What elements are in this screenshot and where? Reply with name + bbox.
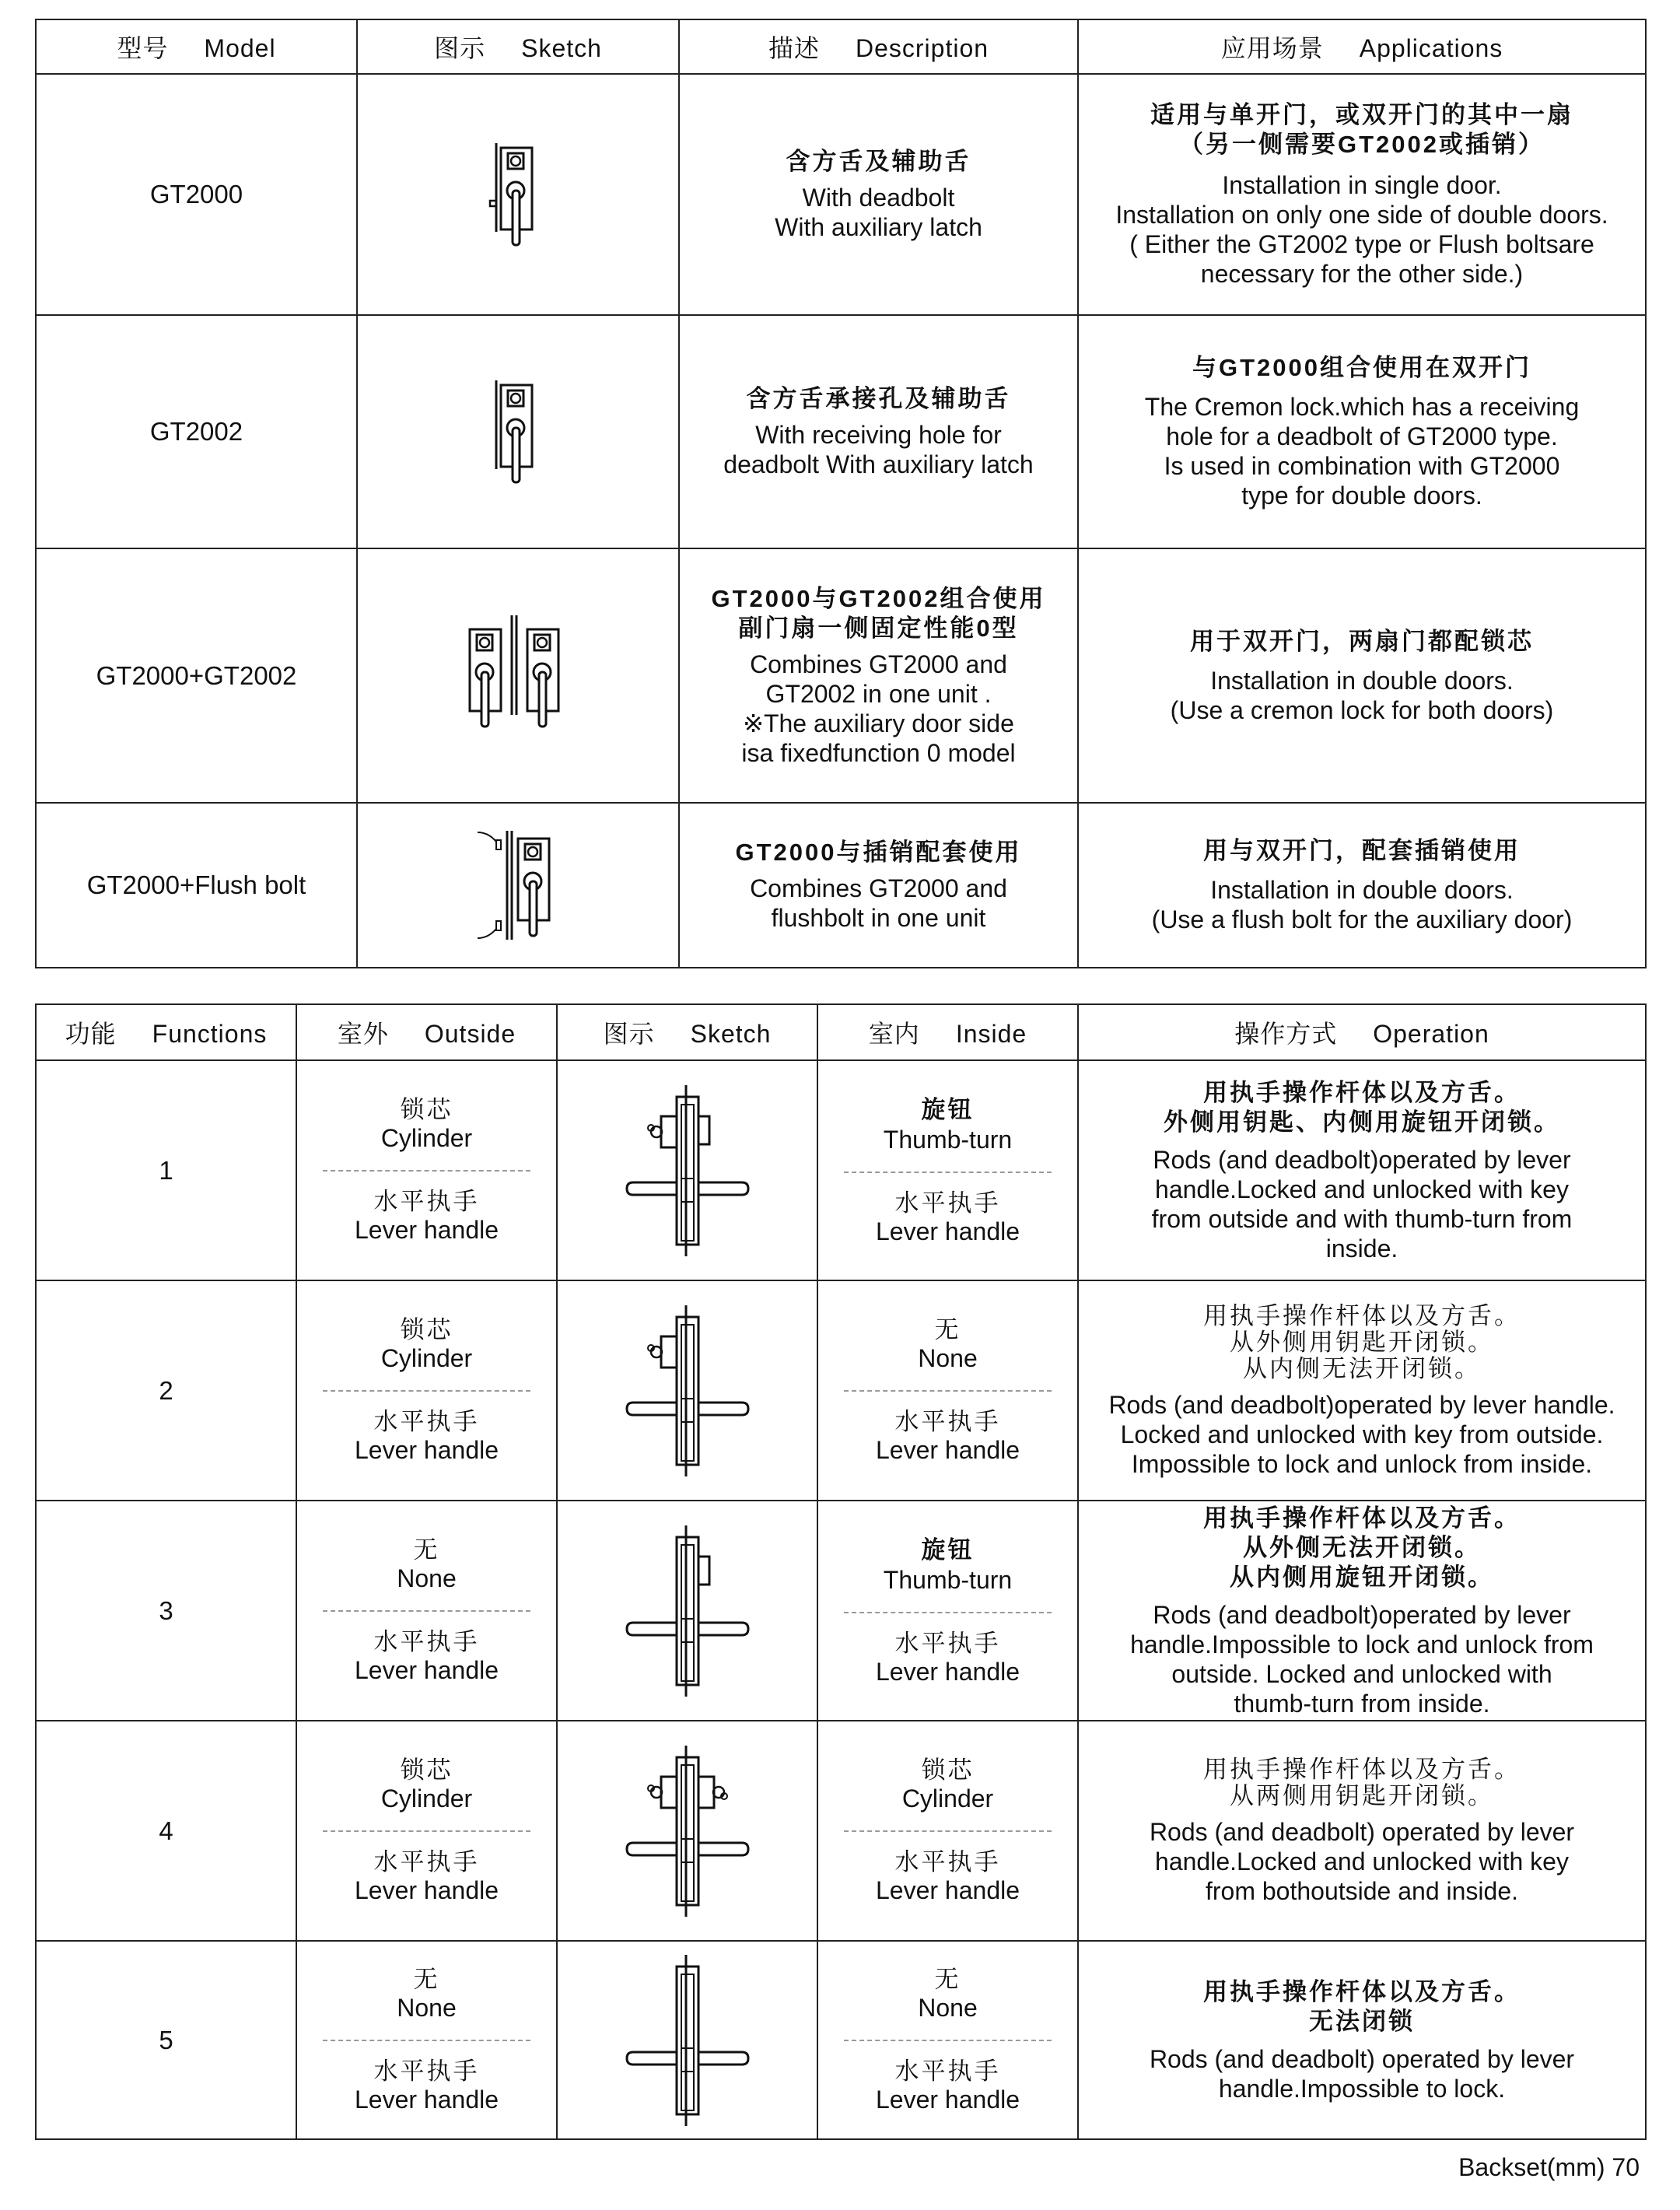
inside-cell (817, 1280, 1078, 1501)
operation-cn-line: 用执手操作杆体以及方舌。 (1203, 1977, 1521, 2005)
operation-en-line: thumb-turn from inside. (1234, 1689, 1490, 1718)
inside-cell (817, 1501, 1078, 1721)
operation-en-line: handle.Impossible to lock. (1218, 2074, 1506, 2103)
operation-en-line: Locked and unlocked with key from outside. (1120, 1420, 1604, 1448)
app-en-line: type for double doors. (1241, 482, 1482, 510)
outside-bottom-cn: 水平执手 (373, 1407, 480, 1435)
header-model: 型号 Model (36, 19, 357, 74)
outside-bottom-en: Lever handle (354, 1435, 499, 1464)
inside-bottom-en: Lever handle (875, 2085, 1020, 2114)
inside-top-cn: 无 (934, 1965, 961, 1993)
gt2000-gt2002-sketch-icon (464, 614, 572, 738)
outside-cell (296, 1941, 557, 2139)
divider (323, 2040, 530, 2041)
sketch-cell (557, 1941, 817, 2139)
operation-en-line: handle.Locked and unlocked with key (1155, 1175, 1569, 1203)
divider (844, 2040, 1051, 2041)
operation-cn-line: 从内侧用旋钮开闭锁。 (1230, 1563, 1494, 1591)
function-row (36, 1501, 1646, 1721)
lock-function-sketch-icon (625, 1081, 750, 1260)
outside-top-en: Cylinder (380, 1123, 473, 1152)
application-cell (1078, 74, 1646, 315)
outside-bottom-cn: 水平执手 (373, 2057, 480, 2085)
inside-cell (817, 1060, 1078, 1280)
model-row (36, 803, 1646, 968)
operation-en-line: Rods (and deadbolt)operated by lever (1153, 1600, 1571, 1629)
outside-bottom-en: Lever handle (354, 1876, 499, 1904)
desc-en-line: GT2002 in one unit . (765, 679, 992, 708)
outside-bottom-cn: 水平执手 (373, 1627, 480, 1655)
model-name: GT2000 (36, 74, 357, 315)
application-cell (1078, 315, 1646, 548)
function-row (36, 1941, 1646, 2139)
inside-cell (817, 1941, 1078, 2139)
divider (323, 1610, 530, 1612)
description-cell (679, 803, 1078, 968)
operation-cell (1078, 1280, 1646, 1501)
description-cell (679, 548, 1078, 803)
operation-cell (1078, 1060, 1646, 1280)
desc-cn: 含方舌及辅助舌 (786, 148, 971, 175)
function-row (36, 1280, 1646, 1501)
app-cn-line: 用与双开门，配套插销使用 (1203, 837, 1521, 864)
desc-en-line: deadbolt With auxiliary latch (723, 450, 1034, 478)
app-en-line: Installation in single door. (1222, 171, 1502, 199)
function-number: 5 (36, 1941, 296, 2139)
inside-cell (817, 1721, 1078, 1941)
sketch-cell (357, 74, 679, 315)
function-row (36, 1060, 1646, 1280)
operation-cell (1078, 1501, 1646, 1721)
operation-cn-line: 从外侧无法开闭锁。 (1243, 1533, 1481, 1561)
operation-cn-line: 用执手操作杆体以及方舌。 (1203, 1078, 1521, 1106)
outside-top-en: Cylinder (380, 1343, 473, 1372)
desc-cn-line: GT2000与GT2002组合使用 (711, 584, 1046, 612)
lock-function-sketch-icon (625, 1742, 750, 1921)
app-cn-line: 与GT2000组合使用在双开门 (1192, 354, 1531, 381)
inside-bottom-cn: 水平执手 (894, 1407, 1001, 1435)
app-en-line: hole for a deadbolt of GT2000 type. (1166, 422, 1558, 450)
sketch-cell (557, 1721, 817, 1941)
divider (844, 1612, 1051, 1613)
operation-cell (1078, 1941, 1646, 2139)
operation-en-line: Impossible to lock and unlock from inside. (1131, 1449, 1593, 1478)
outside-bottom-en: Lever handle (354, 1215, 499, 1244)
divider (844, 1390, 1051, 1392)
model-row (36, 74, 1646, 315)
model-name: GT2000+Flush bolt (36, 803, 357, 968)
operation-en-line: from bothoutside and inside. (1205, 1876, 1519, 1905)
outside-top-cn: 无 (413, 1965, 440, 1993)
operation-cn-line: 用执手操作杆体以及方舌。 (1203, 1301, 1521, 1329)
header-applications: 应用场景 Applications (1078, 19, 1646, 74)
sketch-cell (357, 803, 679, 968)
divider (323, 1830, 530, 1832)
inside-bottom-cn: 水平执手 (894, 2057, 1001, 2085)
divider (323, 1170, 530, 1172)
desc-en-line: Combines GT2000 and (750, 874, 1007, 902)
desc-cn: GT2000与插销配套使用 (735, 839, 1022, 866)
model-name: GT2000+GT2002 (36, 548, 357, 803)
operation-cn-line: 无法闭锁 (1309, 2007, 1415, 2035)
inside-bottom-cn: 水平执手 (894, 1629, 1001, 1657)
inside-top-cn: 旋钮 (921, 1536, 975, 1564)
desc-en-line: isa fixedfunction 0 model (741, 738, 1016, 767)
sketch-cell (557, 1060, 817, 1280)
operation-cell (1078, 1721, 1646, 1941)
inside-bottom-en: Lever handle (875, 1217, 1020, 1245)
inside-top-cn: 无 (934, 1315, 961, 1343)
header-outside: 室外 Outside (296, 1004, 557, 1060)
models-table (35, 19, 1647, 968)
function-number: 3 (36, 1501, 296, 1721)
app-en-line: Installation in double doors. (1210, 876, 1514, 904)
desc-cn: 含方舌承接孔及辅助舌 (746, 385, 1011, 412)
outside-bottom-en: Lever handle (354, 1655, 499, 1684)
outside-top-en: None (397, 1564, 457, 1592)
inside-bottom-en: Lever handle (875, 1657, 1020, 1686)
outside-cell (296, 1060, 557, 1280)
outside-top-en: Cylinder (380, 1784, 473, 1812)
lock-function-sketch-icon (625, 1301, 750, 1480)
inside-top-en: Thumb-turn (883, 1565, 1013, 1594)
operation-en-line: Rods (and deadbolt)operated by lever handle. (1108, 1390, 1615, 1419)
desc-en-line: Combines GT2000 and (750, 650, 1007, 678)
app-en-line: (Use a cremon lock for both doors) (1170, 695, 1554, 724)
app-en-line: Installation on only one side of double doors. (1115, 201, 1608, 229)
inside-top-cn: 锁芯 (921, 1756, 975, 1784)
sketch-cell (557, 1501, 817, 1721)
operation-en-line: handle.Impossible to lock and unlock from (1130, 1630, 1594, 1658)
desc-en-line: With deadbolt (802, 184, 955, 212)
model-name: GT2002 (36, 315, 357, 548)
operation-en-line: inside. (1325, 1234, 1398, 1263)
inside-top-en: None (918, 1993, 978, 2022)
header-operation: 操作方式 Operation (1078, 1004, 1646, 1060)
inside-top-en: Thumb-turn (883, 1125, 1013, 1154)
outside-bottom-cn: 水平执手 (373, 1848, 480, 1876)
app-cn-line: 适用与单开门，或双开门的其中一扇 (1150, 101, 1573, 128)
description-cell (679, 74, 1078, 315)
header-description: 描述 Description (679, 19, 1078, 74)
divider (323, 1390, 530, 1392)
operation-cn-line: 用执手操作杆体以及方舌。 (1203, 1504, 1521, 1532)
app-en-line: The Cremon lock.which has a receiving (1144, 393, 1580, 421)
header-inside: 室内 Inside (817, 1004, 1078, 1060)
desc-en-line: flushbolt in one unit (771, 904, 986, 932)
outside-cell (296, 1280, 557, 1501)
operation-en-line: Rods (and deadbolt) operated by lever (1149, 2044, 1575, 2073)
operation-cn-line: 从外侧用钥匙开闭锁。 (1230, 1328, 1494, 1356)
app-cn-line: 用于双开门，两扇门都配锁芯 (1190, 627, 1534, 655)
operation-cn-line: 用执手操作杆体以及方舌。 (1203, 1755, 1521, 1783)
operation-en-line: from outside and with thumb-turn from (1151, 1204, 1573, 1233)
app-en-line: ( Either the GT2002 type or Flush boltsare (1129, 230, 1594, 258)
functions-header-row (36, 1004, 1646, 1060)
app-en-line: Installation in double doors. (1210, 666, 1514, 695)
outside-top-cn: 无 (413, 1536, 440, 1564)
header-sketch: 图示 Sketch (357, 19, 679, 74)
operation-cn-line: 外侧用钥匙、内侧用旋钮开闭锁。 (1164, 1108, 1560, 1136)
function-row (36, 1721, 1646, 1941)
outside-bottom-cn: 水平执手 (373, 1187, 480, 1215)
app-cn-line: （另一侧需要GT2002或插销） (1178, 131, 1545, 158)
operation-cn-line: 从两侧用钥匙开闭锁。 (1230, 1781, 1494, 1809)
desc-en-line: ※The auxiliary door side (743, 709, 1014, 737)
gt2000-sketch-icon (487, 140, 549, 249)
models-header-row (36, 19, 1646, 74)
divider (844, 1172, 1051, 1173)
app-en-line: (Use a flush bolt for the auxiliary door) (1151, 905, 1573, 933)
app-en-line: necessary for the other side.) (1200, 260, 1524, 288)
function-number: 1 (36, 1060, 296, 1280)
gt2002-sketch-icon (487, 377, 549, 486)
sketch-cell (357, 548, 679, 803)
outside-top-cn: 锁芯 (400, 1095, 453, 1123)
operation-en-line: handle.Locked and unlocked with key (1155, 1847, 1569, 1876)
outside-top-cn: 锁芯 (400, 1756, 453, 1784)
outside-top-en: None (397, 1993, 457, 2022)
operation-en-line: Rods (and deadbolt)operated by lever (1153, 1145, 1571, 1174)
inside-top-en: Cylinder (901, 1784, 994, 1812)
app-en-line: Is used in combination with GT2000 (1164, 452, 1560, 480)
inside-top-cn: 旋钮 (921, 1095, 975, 1123)
model-row (36, 548, 1646, 803)
description-cell (679, 315, 1078, 548)
desc-en-line: With receiving hole for (755, 421, 1002, 449)
divider (844, 1830, 1051, 1832)
inside-bottom-en: Lever handle (875, 1876, 1020, 1904)
functions-table (35, 1003, 1647, 2140)
header-functions: 功能 Functions (36, 1004, 296, 1060)
function-number: 2 (36, 1280, 296, 1501)
operation-en-line: outside. Locked and unlocked with (1171, 1659, 1552, 1688)
inside-top-en: None (918, 1343, 978, 1372)
outside-cell (296, 1721, 557, 1941)
lock-function-sketch-icon (625, 1522, 750, 1700)
desc-en-line: With auxiliary latch (775, 213, 982, 241)
sketch-cell (357, 315, 679, 548)
application-cell (1078, 548, 1646, 803)
backset-footer: Backset(mm) 70 (1458, 2153, 1640, 2181)
function-number: 4 (36, 1721, 296, 1941)
model-row (36, 315, 1646, 548)
header-sketch: 图示 Sketch (557, 1004, 817, 1060)
inside-bottom-cn: 水平执手 (894, 1848, 1001, 1876)
outside-top-cn: 锁芯 (400, 1315, 453, 1343)
desc-cn-line: 副门扇一侧固定性能0型 (738, 614, 1019, 642)
lock-function-sketch-icon (625, 1951, 750, 2130)
gt2000-flushbolt-sketch-icon (471, 823, 565, 947)
inside-bottom-cn: 水平执手 (894, 1189, 1001, 1217)
operation-en-line: Rods (and deadbolt) operated by lever (1149, 1817, 1575, 1846)
outside-cell (296, 1501, 557, 1721)
outside-bottom-en: Lever handle (354, 2085, 499, 2114)
operation-cn-line: 从内侧无法开闭锁。 (1243, 1354, 1481, 1382)
application-cell (1078, 803, 1646, 968)
inside-bottom-en: Lever handle (875, 1435, 1020, 1464)
sketch-cell (557, 1280, 817, 1501)
